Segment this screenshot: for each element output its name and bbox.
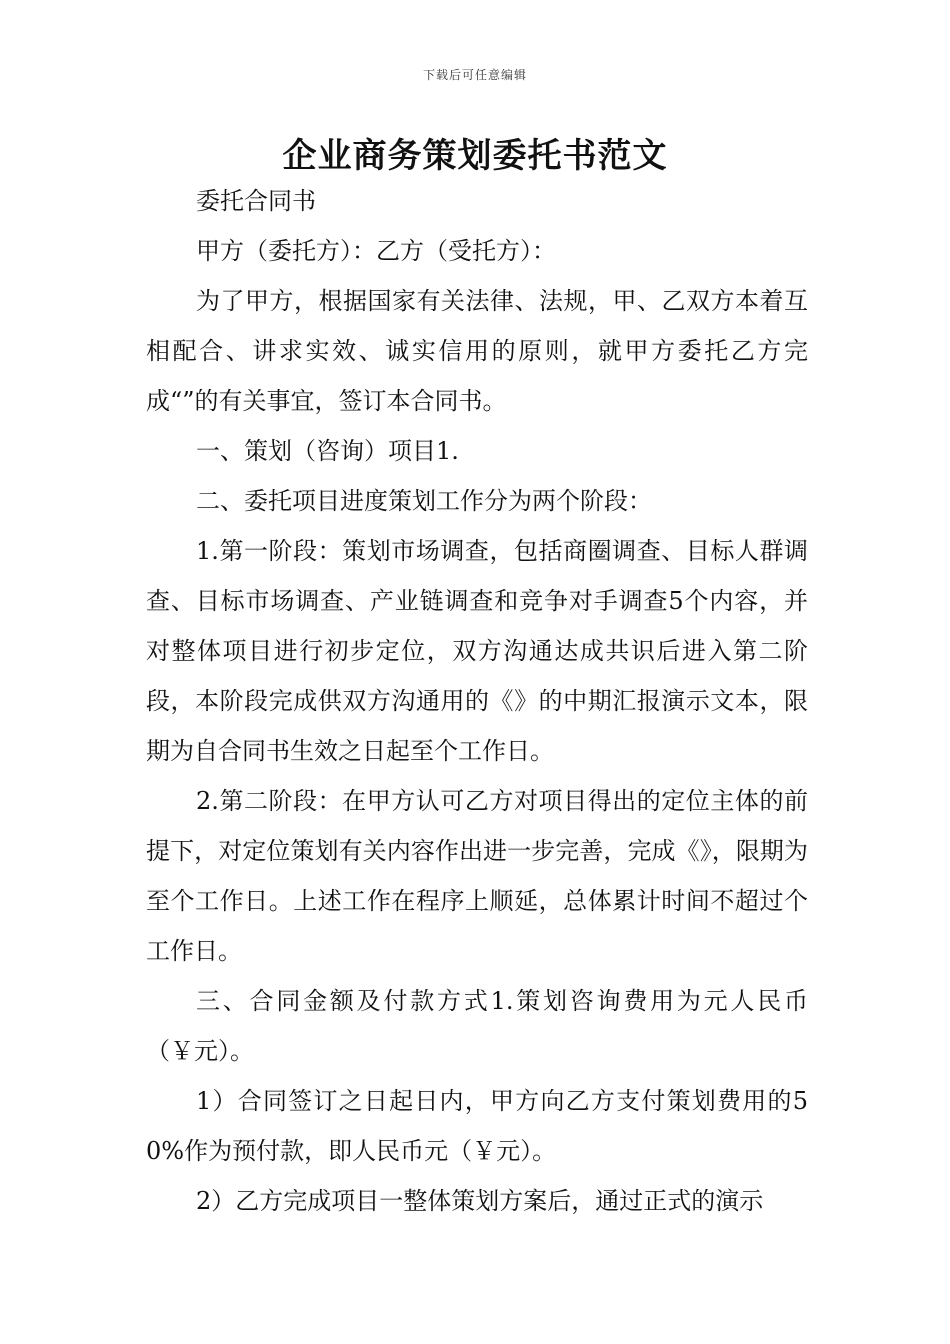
- paragraph-section-3: 三、合同金额及付款方式1.策划咨询费用为元人民币（￥元）。: [146, 987, 808, 1065]
- paragraph-stage-2: 2.第二阶段：在甲方认可乙方对项目得出的定位主体的前提下，对定位策划有关内容作出进一步完善，完成《》，限期为至个工作日。上述工作在程序上顺延，总体累计时间不超过个工作日。: [146, 787, 808, 965]
- paragraph-preamble: 为了甲方，根据国家有关法律、法规，甲、乙双方本着互相配合、讲求实效、诚实信用的原则，就甲方委托乙方完成“”的有关事宜，签订本合同书。: [146, 287, 808, 415]
- header-note: 下载后可任意编辑: [422, 68, 527, 82]
- document-title: 企业商务策划委托书范文: [282, 136, 668, 176]
- document-body: [146, 176, 808, 1226]
- paragraph-contract-heading: 委托合同书: [196, 187, 316, 215]
- paragraph-payment-2: 2）乙方完成项目一整体策划方案后，通过正式的演示: [196, 1187, 764, 1215]
- paragraph-section-2: 二、委托项目进度策划工作分为两个阶段：: [196, 487, 652, 515]
- paragraph-parties: 甲方（委托方）：乙方（受托方）：: [196, 237, 556, 265]
- paragraph-stage-1: 1.第一阶段：策划市场调查，包括商圈调查、目标人群调查、目标市场调查、产业链调查和竞争对手调查5个内容，并对整体项目进行初步定位，双方沟通达成共识后进入第二阶段，本阶段完成供双方沟通用的《》的中期汇报演示文本，限期为自合同书生效之日起至个工作日。: [146, 537, 808, 765]
- paragraph-payment-1: 1）合同签订之日起日内，甲方向乙方支付策划费用的50%作为预付款，即人民币元（￥元）。: [146, 1087, 808, 1165]
- paragraph-section-1: 一、策划（咨询）项目1.: [196, 437, 459, 465]
